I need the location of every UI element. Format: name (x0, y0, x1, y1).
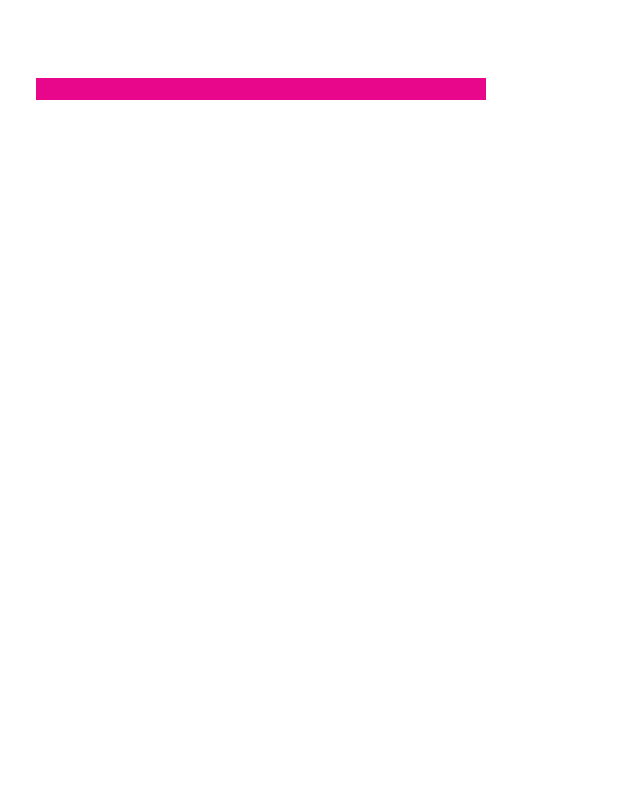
solutions-banner (36, 78, 486, 100)
